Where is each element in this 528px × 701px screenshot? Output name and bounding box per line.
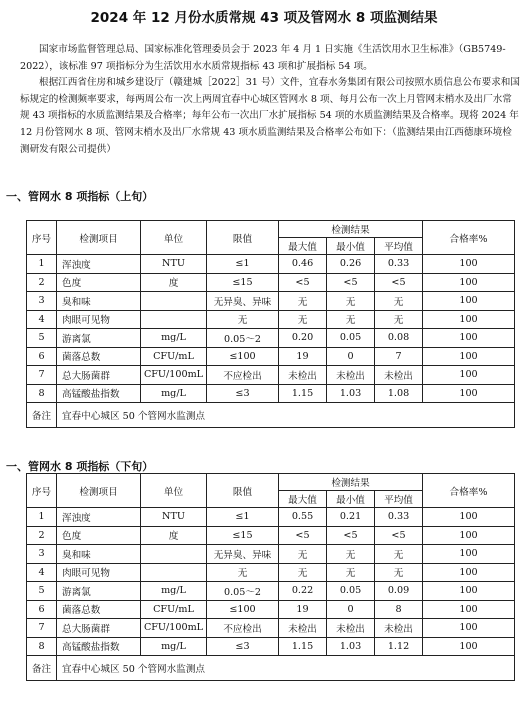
- row-avg: 0.09: [375, 582, 423, 601]
- row-number: 1: [27, 508, 57, 527]
- row-min: <5: [327, 273, 375, 292]
- row-number: 2: [27, 273, 57, 292]
- table-row: [27, 255, 515, 274]
- row-max: 无: [279, 292, 327, 311]
- row-item: 总大肠菌群: [57, 619, 141, 638]
- col-header-rate: 合格率%: [423, 221, 515, 255]
- row-rate: 100: [423, 310, 515, 329]
- row-unit: [141, 292, 207, 311]
- col-header-result: 检测结果: [279, 221, 423, 238]
- row-unit: 度: [141, 526, 207, 545]
- row-limit: ≤100: [207, 347, 279, 366]
- col-header-item: 检测项目: [57, 474, 141, 508]
- table-row: [27, 329, 515, 348]
- row-number: 3: [27, 545, 57, 564]
- row-min: <5: [327, 526, 375, 545]
- col-header-min: 最小值: [327, 491, 375, 508]
- row-max: 未检出: [279, 619, 327, 638]
- row-min: 无: [327, 310, 375, 329]
- row-avg: <5: [375, 273, 423, 292]
- row-number: 3: [27, 292, 57, 311]
- row-item: 浑浊度: [57, 508, 141, 527]
- row-max: 无: [279, 563, 327, 582]
- row-item: 菌落总数: [57, 347, 141, 366]
- row-number: 5: [27, 329, 57, 348]
- row-min: 0.21: [327, 508, 375, 527]
- col-header-no: 序号: [27, 221, 57, 255]
- row-avg: 未检出: [375, 366, 423, 385]
- section-heading-upper: 一、管网水 8 项指标（上旬）: [6, 190, 154, 203]
- row-limit: 无异臭、异味: [207, 545, 279, 564]
- table-header-row: [27, 474, 515, 491]
- row-min: 无: [327, 292, 375, 311]
- row-unit: NTU: [141, 255, 207, 274]
- row-limit: ≤3: [207, 637, 279, 656]
- row-min: 0.05: [327, 329, 375, 348]
- row-max: 无: [279, 545, 327, 564]
- table-row: [27, 310, 515, 329]
- row-rate: 100: [423, 582, 515, 601]
- row-limit: ≤3: [207, 384, 279, 403]
- row-rate: 100: [423, 637, 515, 656]
- col-header-min: 最小值: [327, 238, 375, 255]
- row-unit: CFU/mL: [141, 600, 207, 619]
- row-avg: 7: [375, 347, 423, 366]
- row-avg: 无: [375, 292, 423, 311]
- row-number: 6: [27, 347, 57, 366]
- row-min: 无: [327, 563, 375, 582]
- row-max: 未检出: [279, 366, 327, 385]
- col-header-max: 最大值: [279, 238, 327, 255]
- col-header-rate: 合格率%: [423, 474, 515, 508]
- row-min: 未检出: [327, 619, 375, 638]
- note-text: 宜春中心城区 50 个管网水监测点: [57, 656, 515, 681]
- row-item: 高锰酸盐指数: [57, 384, 141, 403]
- row-max: 19: [279, 600, 327, 619]
- table-row: [27, 563, 515, 582]
- row-max: <5: [279, 526, 327, 545]
- row-number: 5: [27, 582, 57, 601]
- row-unit: CFU/mL: [141, 347, 207, 366]
- table-row: [27, 292, 515, 311]
- row-limit: 无: [207, 310, 279, 329]
- row-item: 高锰酸盐指数: [57, 637, 141, 656]
- col-header-no: 序号: [27, 474, 57, 508]
- row-limit: 不应检出: [207, 619, 279, 638]
- row-unit: CFU/100mL: [141, 619, 207, 638]
- note-label: 备注: [27, 656, 57, 681]
- row-max: 无: [279, 310, 327, 329]
- row-number: 4: [27, 310, 57, 329]
- row-limit: 无异臭、异味: [207, 292, 279, 311]
- row-avg: 1.12: [375, 637, 423, 656]
- row-rate: 100: [423, 545, 515, 564]
- row-limit: ≤15: [207, 526, 279, 545]
- table-row: [27, 582, 515, 601]
- row-limit: 0.05～2: [207, 329, 279, 348]
- intro-paragraph-1: 国家市场监督管理总局、国家标准化管理委员会于 2023 年 4 月 1 日实施《生活饮用水卫生标准》（GB5749-2022），该标准 97 项指标分为生活饮用水水质常规指标 43 项和扩展指标 54 项。: [20, 44, 506, 72]
- row-avg: 未检出: [375, 619, 423, 638]
- row-rate: 100: [423, 563, 515, 582]
- row-rate: 100: [423, 273, 515, 292]
- row-avg: 0.33: [375, 255, 423, 274]
- row-avg: 1.08: [375, 384, 423, 403]
- table-row: [27, 637, 515, 656]
- row-rate: 100: [423, 619, 515, 638]
- row-min: 0: [327, 600, 375, 619]
- row-min: 未检出: [327, 366, 375, 385]
- col-header-limit: 限值: [207, 221, 279, 255]
- intro-text: [20, 42, 520, 158]
- row-unit: CFU/100mL: [141, 366, 207, 385]
- row-number: 6: [27, 600, 57, 619]
- row-max: 0.46: [279, 255, 327, 274]
- row-rate: 100: [423, 600, 515, 619]
- row-item: 肉眼可见物: [57, 310, 141, 329]
- row-min: 1.03: [327, 384, 375, 403]
- row-max: 0.55: [279, 508, 327, 527]
- row-min: 无: [327, 545, 375, 564]
- row-min: 1.03: [327, 637, 375, 656]
- row-number: 8: [27, 384, 57, 403]
- row-item: 浑浊度: [57, 255, 141, 274]
- row-number: 1: [27, 255, 57, 274]
- col-header-max: 最大值: [279, 491, 327, 508]
- row-avg: 0.08: [375, 329, 423, 348]
- table-row: [27, 384, 515, 403]
- row-max: 19: [279, 347, 327, 366]
- row-min: 0.26: [327, 255, 375, 274]
- row-limit: 无: [207, 563, 279, 582]
- col-header-unit: 单位: [141, 221, 207, 255]
- col-header-item: 检测项目: [57, 221, 141, 255]
- row-min: 0: [327, 347, 375, 366]
- row-max: 0.20: [279, 329, 327, 348]
- intro-paragraph-2: 根据江西省住房和城乡建设厅（赣建城［2022］31 号）文件，宜春水务集团有限公司按照水质信息公布要求和国标规定的检测频率要求，每两周公布一次上两周宜春中心城区管网水 8 项、每月公布一次上月管网末梢水及出厂水常规 43 项指标的水质监测结果及合格率；每年公布一次出厂水扩展指标 54 项的水质监测结果及合格率。现将 2024 年 12 月份管网水 8 项、管网末梢水及出厂水常规 43 项水质监测结果及合格率公布如下：（监测结果由江西德康环境检测研发有限公司提供）: [20, 77, 520, 155]
- row-number: 7: [27, 366, 57, 385]
- row-max: 0.22: [279, 582, 327, 601]
- row-item: 游离氯: [57, 582, 141, 601]
- col-header-result: 检测结果: [279, 474, 423, 491]
- results-table-upper: [26, 220, 515, 428]
- row-max: <5: [279, 273, 327, 292]
- row-avg: 无: [375, 545, 423, 564]
- row-rate: 100: [423, 366, 515, 385]
- row-number: 7: [27, 619, 57, 638]
- row-limit: 0.05～2: [207, 582, 279, 601]
- row-number: 2: [27, 526, 57, 545]
- table-row: [27, 600, 515, 619]
- row-limit: 不应检出: [207, 366, 279, 385]
- row-number: 8: [27, 637, 57, 656]
- row-unit: [141, 310, 207, 329]
- table-row: [27, 545, 515, 564]
- row-unit: mg/L: [141, 384, 207, 403]
- row-rate: 100: [423, 292, 515, 311]
- table-row: [27, 366, 515, 385]
- row-limit: ≤1: [207, 508, 279, 527]
- note-row: [27, 656, 515, 681]
- row-item: 色度: [57, 273, 141, 292]
- table-row: [27, 347, 515, 366]
- row-limit: ≤100: [207, 600, 279, 619]
- row-item: 游离氯: [57, 329, 141, 348]
- row-unit: mg/L: [141, 582, 207, 601]
- col-header-avg: 平均值: [375, 238, 423, 255]
- row-min: 0.05: [327, 582, 375, 601]
- results-table-lower: [26, 473, 515, 681]
- row-rate: 100: [423, 255, 515, 274]
- row-item: 色度: [57, 526, 141, 545]
- row-item: 臭和味: [57, 545, 141, 564]
- table-row: [27, 508, 515, 527]
- section-heading-lower: 一、管网水 8 项指标（下旬）: [6, 460, 154, 473]
- row-unit: [141, 563, 207, 582]
- table-row: [27, 619, 515, 638]
- row-limit: ≤1: [207, 255, 279, 274]
- page-title: 2024 年 12 月份水质常规 43 项及管网水 8 项监测结果: [90, 10, 438, 26]
- col-header-unit: 单位: [141, 474, 207, 508]
- row-avg: 无: [375, 563, 423, 582]
- row-unit: mg/L: [141, 329, 207, 348]
- row-unit: NTU: [141, 508, 207, 527]
- table-row: [27, 273, 515, 292]
- col-header-avg: 平均值: [375, 491, 423, 508]
- row-limit: ≤15: [207, 273, 279, 292]
- row-number: 4: [27, 563, 57, 582]
- row-unit: [141, 545, 207, 564]
- row-unit: 度: [141, 273, 207, 292]
- row-item: 总大肠菌群: [57, 366, 141, 385]
- col-header-limit: 限值: [207, 474, 279, 508]
- row-rate: 100: [423, 347, 515, 366]
- row-rate: 100: [423, 508, 515, 527]
- row-avg: 8: [375, 600, 423, 619]
- table-header-row: [27, 221, 515, 238]
- row-rate: 100: [423, 526, 515, 545]
- note-label: 备注: [27, 403, 57, 428]
- row-unit: mg/L: [141, 637, 207, 656]
- note-row: [27, 403, 515, 428]
- row-avg: 0.33: [375, 508, 423, 527]
- row-rate: 100: [423, 329, 515, 348]
- row-rate: 100: [423, 384, 515, 403]
- row-item: 臭和味: [57, 292, 141, 311]
- row-max: 1.15: [279, 384, 327, 403]
- note-text: 宜春中心城区 50 个管网水监测点: [57, 403, 515, 428]
- row-max: 1.15: [279, 637, 327, 656]
- row-item: 菌落总数: [57, 600, 141, 619]
- table-row: [27, 526, 515, 545]
- row-item: 肉眼可见物: [57, 563, 141, 582]
- row-avg: <5: [375, 526, 423, 545]
- row-avg: 无: [375, 310, 423, 329]
